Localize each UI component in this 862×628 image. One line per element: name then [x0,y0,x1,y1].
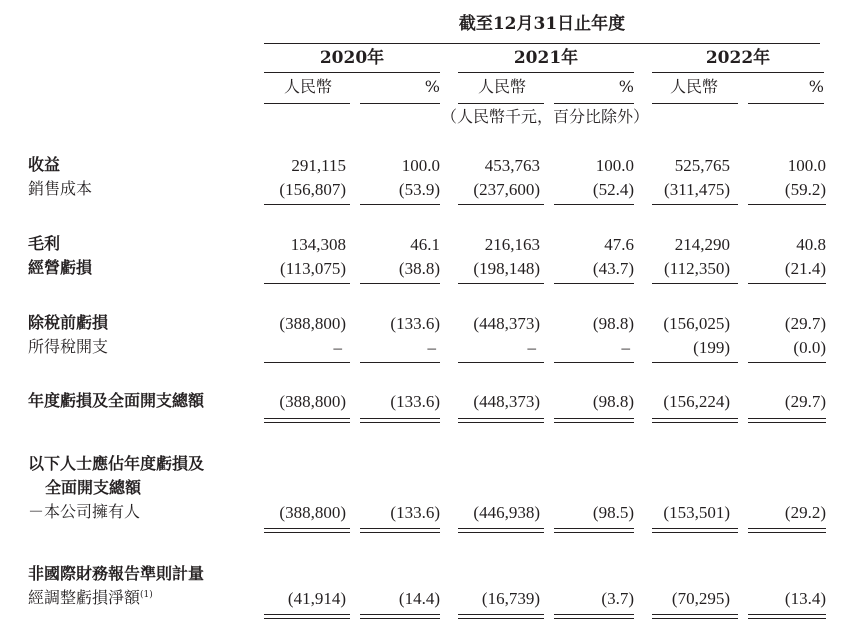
cell-adj-2021-pct: (3.7) [601,589,634,608]
cell-revenue-2021-rmb: 453,763 [484,156,540,175]
row-label-total-loss: 年度虧損及全面開支總額 [28,391,205,410]
col-pct-2021: % [618,77,634,96]
cell-oploss-2020-rmb: (113,075) [280,259,346,278]
cell-gross-2022-pct: 40.8 [796,235,826,254]
cell-oploss-2020-pct: (38.8) [398,259,440,278]
total-double-rule [264,614,350,619]
sum-rule [652,204,738,205]
sum-rule [264,283,350,284]
total-double-rule [652,528,738,533]
row-label-owners: －本公司擁有人 [28,502,141,521]
cell-owners-2020-rmb: (388,800) [279,503,346,522]
row-label-loss-before-tax: 除稅前虧損 [28,313,109,332]
cell-revenue-2022-rmb: 525,765 [674,156,730,175]
cell-revenue-2020-pct: 100.0 [401,156,440,175]
total-double-rule [360,418,440,423]
year-2020-header: 2020年 [319,48,385,68]
total-double-rule [264,528,350,533]
cell-cost-2021-pct: (52.4) [592,180,634,199]
cell-adj-2022-rmb: (70,295) [671,589,730,608]
sum-rule [458,283,544,284]
cell-adj-2020-rmb: (41,914) [287,589,346,608]
subcol-rule [748,103,824,104]
header-rule [264,43,820,44]
row-label-revenue: 收益 [28,155,61,174]
total-double-rule [554,418,634,423]
cell-adj-2022-pct: (13.4) [784,589,826,608]
cell-tax-2022-rmb: (199) [693,338,730,357]
cell-oploss-2021-pct: (43.7) [592,259,634,278]
sum-rule [360,362,440,363]
cell-revenue-2020-rmb: 291,115 [291,156,346,175]
period-title: 截至12月31日止年度 [458,14,626,34]
cell-owners-2021-pct: (98.5) [592,503,634,522]
total-double-rule [748,528,826,533]
row-label-operating-loss: 經營虧損 [28,258,93,277]
sum-rule [652,283,738,284]
cell-owners-2022-pct: (29.2) [784,503,826,522]
total-double-rule [360,614,440,619]
row-label-income-tax: 所得稅開支 [28,337,109,356]
sum-rule [554,204,634,205]
year-2021-header: 2021年 [513,48,579,68]
total-double-rule [360,528,440,533]
col-rmb-2021: 人民幣 [477,77,526,96]
cell-lbt-2021-rmb: (448,373) [473,314,540,333]
cell-tax-2022-pct: (0.0) [793,338,826,357]
cell-owners-2021-rmb: (446,938) [473,503,540,522]
cell-cost-2022-pct: (59.2) [784,180,826,199]
cell-total-2021-rmb: (448,373) [473,392,540,411]
cell-cost-2020-rmb: (156,807) [279,180,346,199]
cell-oploss-2022-rmb: (112,350) [664,259,730,278]
cell-tax-2020-pct: – [427,338,436,357]
sum-rule [458,362,544,363]
total-double-rule [748,418,826,423]
sum-rule [554,362,634,363]
sum-rule [748,283,826,284]
subcol-rule [458,103,544,104]
cell-revenue-2022-pct: 100.0 [787,156,826,175]
row-label-attributable-line2: 全面開支總額 [45,478,142,497]
col-pct-2022: % [808,77,824,96]
cell-cost-2021-rmb: (237,600) [473,180,540,199]
total-double-rule [458,528,544,533]
sum-rule [360,283,440,284]
year-rule-2021 [458,72,634,73]
cell-total-2021-pct: (98.8) [592,392,634,411]
subcol-rule [554,103,634,104]
sum-rule [264,204,350,205]
year-rule-2022 [652,72,824,73]
cell-cost-2022-rmb: (311,475) [664,180,730,199]
cell-tax-2020-rmb: – [333,338,342,357]
row-label-non-ifrs: 非國際財務報告準則計量 [28,564,205,583]
total-double-rule [652,418,738,423]
total-double-rule [458,418,544,423]
cell-tax-2021-rmb: – [527,338,536,357]
cell-lbt-2022-rmb: (156,025) [663,314,730,333]
cell-lbt-2020-pct: (133.6) [390,314,440,333]
total-double-rule [748,614,826,619]
total-double-rule [264,418,350,423]
total-double-rule [554,528,634,533]
year-2022-header: 2022年 [705,48,771,68]
cell-gross-2020-pct: 46.1 [410,235,440,254]
cell-oploss-2021-rmb: (198,148) [473,259,540,278]
sum-rule [748,362,826,363]
row-label-gross-profit: 毛利 [28,234,61,253]
sum-rule [554,283,634,284]
subcol-rule [264,103,350,104]
cell-lbt-2021-pct: (98.8) [592,314,634,333]
cell-owners-2022-rmb: (153,501) [663,503,730,522]
subcol-rule [652,103,738,104]
total-double-rule [554,614,634,619]
cell-lbt-2022-pct: (29.7) [784,314,826,333]
footnote-marker: (1) [140,590,153,600]
cell-gross-2020-rmb: 134,308 [290,235,346,254]
cell-gross-2021-pct: 47.6 [604,235,634,254]
cell-owners-2020-pct: (133.6) [390,503,440,522]
cell-adj-2020-pct: (14.4) [398,589,440,608]
row-label-attributable-line1: 以下人士應佔年度虧損及 [28,454,205,473]
unit-note: （人民幣千元，百分比除外） [440,107,649,126]
cell-total-2022-pct: (29.7) [784,392,826,411]
cell-lbt-2020-rmb: (388,800) [279,314,346,333]
cell-revenue-2021-pct: 100.0 [595,156,634,175]
year-rule-2020 [264,72,440,73]
cell-oploss-2022-pct: (21.4) [784,259,826,278]
cell-gross-2021-rmb: 216,163 [484,235,540,254]
sum-rule [264,362,350,363]
sum-rule [458,204,544,205]
sum-rule [652,362,738,363]
total-double-rule [458,614,544,619]
row-label-cost-of-sales: 銷售成本 [28,179,93,198]
col-rmb-2020: 人民幣 [283,77,332,96]
sum-rule [748,204,826,205]
cell-total-2022-rmb: (156,224) [663,392,730,411]
col-rmb-2022: 人民幣 [669,77,718,96]
cell-total-2020-pct: (133.6) [390,392,440,411]
cell-adj-2021-rmb: (16,739) [481,589,540,608]
adjusted-net-loss-text: 經調整虧損淨額 [28,588,141,607]
subcol-rule [360,103,440,104]
cell-gross-2022-rmb: 214,290 [674,235,730,254]
cell-tax-2021-pct: – [621,338,630,357]
row-label-adjusted-net-loss [28,590,153,606]
col-pct-2020: % [424,77,440,96]
cell-total-2020-rmb: (388,800) [279,392,346,411]
total-double-rule [652,614,738,619]
cell-cost-2020-pct: (53.9) [398,180,440,199]
sum-rule [360,204,440,205]
